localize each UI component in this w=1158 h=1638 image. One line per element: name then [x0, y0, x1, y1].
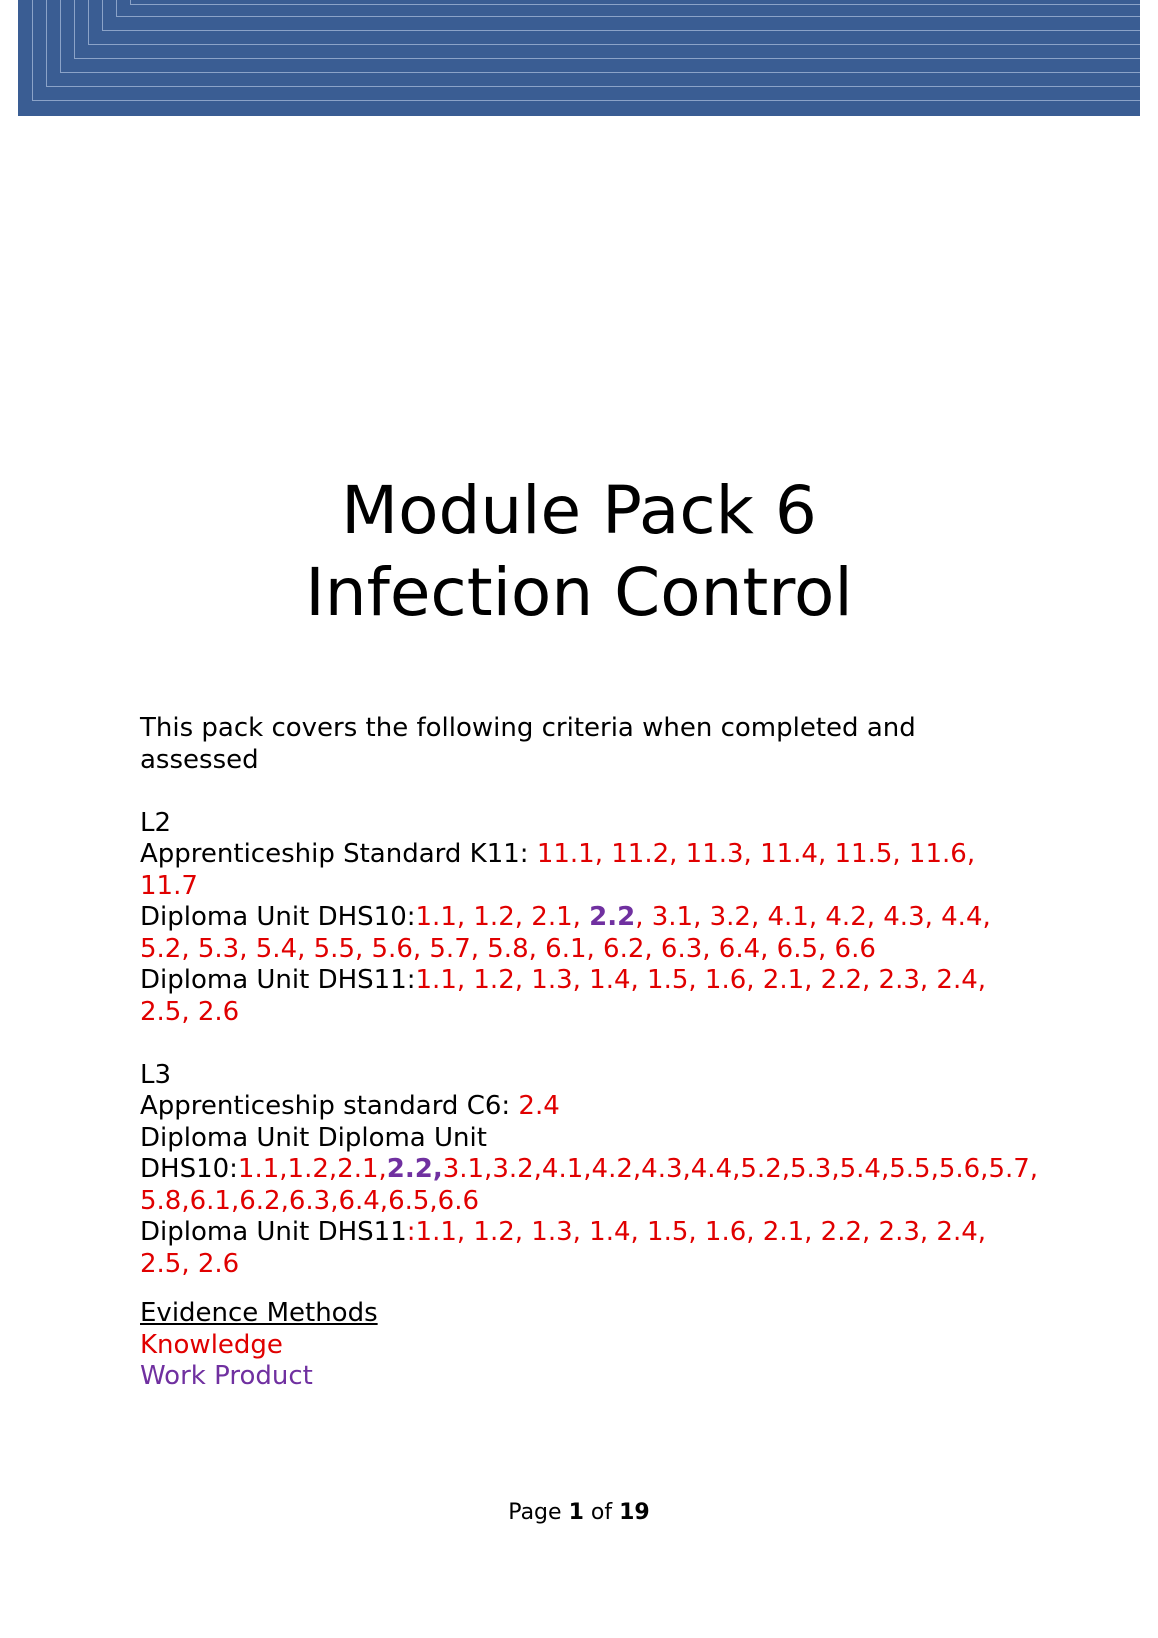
- l3-dhs10-criteria: [140, 1122, 1039, 1218]
- page-footer: [0, 1500, 1158, 1525]
- criteria-label: Diploma Unit DHS11: [140, 1217, 407, 1247]
- banner-stripe: [130, 0, 1140, 5]
- header-banner: [18, 0, 1140, 116]
- evidence-work-product: Work Product: [140, 1361, 313, 1391]
- l3-dhs11-criteria: [140, 1217, 1020, 1280]
- intro-text: This pack covers the following criteria when completed and assessed: [140, 713, 916, 775]
- criteria-values: :1.1, 1.2, 1.3, 1.4, 1.5, 1.6, 2.1, 2.2, 2.3, 2.4, 2.5, 2.6: [140, 1217, 987, 1279]
- page-total: 19: [619, 1500, 650, 1525]
- criteria-label: Diploma Unit DHS10:: [140, 902, 416, 932]
- evidence-knowledge: Knowledge: [140, 1329, 283, 1360]
- criteria-label: Apprenticeship Standard K11:: [140, 839, 537, 869]
- work-product-criterion: 2.2: [589, 902, 636, 932]
- criteria-values: 1.1, 1.2, 2.1,: [415, 902, 590, 932]
- criteria-label: Diploma Unit Diploma Unit DHS10:: [140, 1122, 487, 1184]
- document-title: [0, 470, 1158, 634]
- l2-dhs11-criteria: [140, 965, 1020, 1028]
- l3-level-label: L3: [140, 1059, 172, 1090]
- criteria-values: 11.1, 11.2, 11.3, 11.4, 11.5, 11.6, 11.7: [140, 839, 976, 901]
- evidence-methods-heading: Evidence Methods: [140, 1298, 378, 1328]
- criteria-content: [140, 713, 1039, 1393]
- criteria-values: 1.1, 1.2, 1.3, 1.4, 1.5, 1.6, 2.1, 2.2, 2.3, 2.4, 2.5, 2.6: [140, 965, 987, 1027]
- l2-apprenticeship-criteria: [140, 839, 1020, 902]
- page-current: 1: [568, 1500, 584, 1525]
- l2-level-label: L2: [140, 807, 172, 838]
- of-label: of: [583, 1500, 620, 1525]
- criteria-label: Apprenticeship standard C6:: [140, 1091, 519, 1121]
- criteria-values: 1.1,1.2,2.1,: [237, 1154, 387, 1184]
- l2-dhs10-criteria: [140, 902, 1020, 965]
- title-line-1: Module Pack 6: [341, 472, 817, 549]
- page-label: Page: [508, 1500, 569, 1525]
- work-product-criterion: 2.2,: [386, 1154, 443, 1184]
- criteria-values: 3.1,3.2,4.1,4.2,4.3,4.4,5.2,5.3,5.4,5.5,5.6,5.7, 5.8,6.1,6.2,6.3,6.4,6.5,6.6: [140, 1154, 1039, 1216]
- criteria-values: , 3.1, 3.2, 4.1, 4.2, 4.3, 4.4, 5.2, 5.3, 5.4, 5.5, 5.6, 5.7, 5.8, 6.1, 6.2, 6.3, 6.4, 6.5, 6.6: [140, 902, 991, 964]
- title-line-2: Infection Control: [305, 554, 853, 631]
- criteria-label: Diploma Unit DHS11:: [140, 965, 416, 995]
- criteria-values: 2.4: [518, 1091, 560, 1121]
- l3-apprenticeship-criteria: [140, 1091, 1020, 1123]
